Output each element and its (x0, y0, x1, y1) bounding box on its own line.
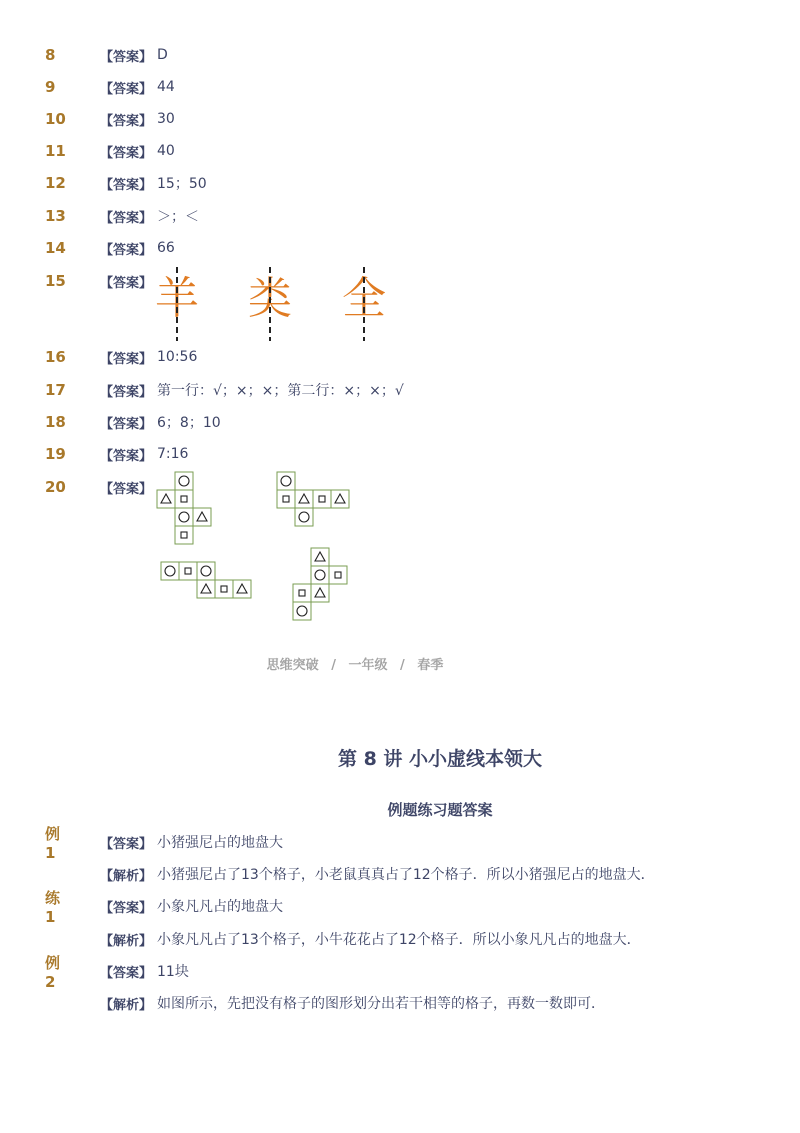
footer-term: 春季 (417, 658, 444, 673)
answer-tag: 【答案】 (100, 351, 153, 367)
question-number: 9 (45, 78, 56, 96)
analysis-tag: 【解析】 (100, 933, 153, 949)
cube-net-d (293, 548, 347, 620)
question-number: 20 (45, 478, 66, 496)
question-number: 8 (45, 46, 56, 64)
char-yang: 羊 (155, 273, 199, 324)
answer-value: ＞；＜ (157, 209, 199, 225)
answer-value: 66 (157, 240, 175, 256)
answer-value: 30 (157, 111, 175, 127)
question-number: 16 (45, 348, 66, 366)
cube-nets-figure (150, 470, 410, 630)
answer-tag: 【答案】 (100, 113, 153, 129)
footer-grade: 一年级 (348, 658, 388, 673)
answer-value: 6；8；10 (157, 415, 221, 431)
example-label: 练1 (45, 888, 61, 926)
question-number: 18 (45, 413, 66, 431)
footer-series: 思维突破 (266, 658, 319, 673)
example-label: 例2 (45, 953, 61, 991)
analysis-text: 如图所示，先把没有格子的图形划分出若干相等的格子，再数一数即可． (157, 996, 605, 1012)
symmetric-characters-figure (150, 263, 410, 343)
analysis-tag: 【解析】 (100, 868, 153, 884)
answer-tag: 【答案】 (100, 210, 153, 226)
answer-tag: 【答案】 (100, 965, 153, 981)
char-lei: 类 (248, 273, 292, 324)
answer-value: 15；50 (157, 176, 207, 192)
answer-tag: 【答案】 (100, 49, 153, 65)
lecture-title: 第 8 讲 小小虚线本领大 (337, 748, 543, 770)
example-label: 例1 (45, 824, 61, 862)
answer-value: D (157, 47, 168, 63)
answer-value: 小猪强尼占的地盘大 (157, 835, 283, 851)
answer-tag: 【答案】 (100, 177, 153, 193)
question-number: 14 (45, 239, 66, 257)
cube-net-b (277, 472, 349, 526)
analysis-text: 小猪强尼占了13个格子，小老鼠真真占了12个格子．所以小猪强尼占的地盘大． (157, 867, 655, 883)
answer-tag: 【答案】 (100, 81, 153, 97)
answer-tag: 【答案】 (100, 275, 153, 291)
answer-tag: 【答案】 (100, 900, 153, 916)
footer-separator: / (331, 658, 336, 673)
page-footer (0, 654, 710, 673)
footer-separator: / (400, 658, 405, 673)
answer-tag: 【答案】 (100, 481, 153, 497)
cube-net-c (161, 562, 251, 598)
question-number: 11 (45, 142, 66, 160)
analysis-tag: 【解析】 (100, 997, 153, 1013)
answer-tag: 【答案】 (100, 145, 153, 161)
answer-value: 40 (157, 143, 175, 159)
question-number: 19 (45, 445, 66, 463)
question-number: 12 (45, 174, 66, 192)
answer-tag: 【答案】 (100, 448, 153, 464)
question-number: 13 (45, 207, 66, 225)
answer-tag: 【答案】 (100, 242, 153, 258)
answer-tag: 【答案】 (100, 416, 153, 432)
char-quan: 全 (342, 273, 386, 324)
question-number: 15 (45, 272, 66, 290)
answer-value: 第一行：√；×；×；第二行：×；×；√ (157, 383, 404, 399)
answer-value: 7:16 (157, 446, 189, 462)
answer-value: 小象凡凡占的地盘大 (157, 899, 283, 915)
answer-value: 10:56 (157, 349, 198, 365)
question-number: 17 (45, 381, 66, 399)
question-number: 10 (45, 110, 66, 128)
analysis-text: 小象凡凡占了13个格子，小牛花花占了12个格子．所以小象凡凡占的地盘大． (157, 932, 641, 948)
answer-value: 44 (157, 79, 175, 95)
section-title: 例题练习题答案 (387, 801, 493, 819)
answer-tag: 【答案】 (100, 836, 153, 852)
answer-tag: 【答案】 (100, 384, 153, 400)
cube-net-a (157, 472, 211, 544)
answer-value: 11块 (157, 964, 189, 980)
